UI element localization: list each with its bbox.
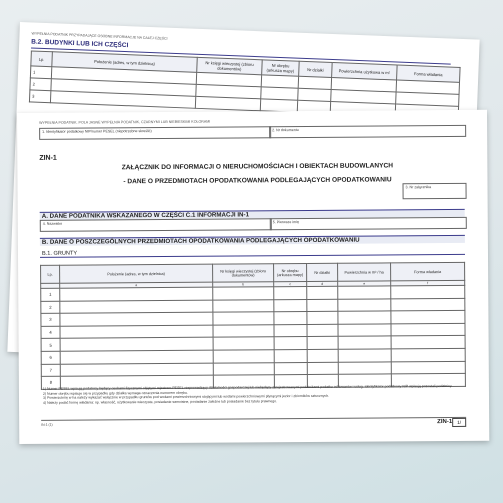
back-row-number: 2: [30, 78, 51, 91]
cell[interactable]: [274, 324, 307, 337]
section-b1-header: B.1. GRUNTY: [40, 247, 465, 258]
surname-field[interactable]: [40, 218, 272, 232]
back-col-location: Położenie (adres, w tym dzielnica): [52, 52, 197, 73]
cell[interactable]: [338, 324, 391, 337]
col-area: Powierzchnia w m² / ha: [338, 263, 391, 281]
row-number: 5: [41, 339, 60, 352]
cell[interactable]: [274, 299, 307, 312]
cell[interactable]: [338, 286, 391, 299]
cell[interactable]: [213, 312, 274, 325]
footnote: 4) Należy podać formę władania: np. własność, użytkowanie wieczyste, posiadanie samoistne, posiadanie zależne lub posiadanie bez tytułu prawnego.: [43, 398, 278, 405]
form-code: ZIN-1: [39, 154, 57, 162]
cell[interactable]: [60, 300, 213, 314]
cell[interactable]: [391, 311, 465, 324]
cell[interactable]: [307, 349, 338, 362]
attachment-number-field[interactable]: [403, 183, 467, 199]
row-number: 3: [41, 313, 60, 326]
letter-cell: d: [307, 281, 338, 286]
cell[interactable]: [307, 286, 338, 299]
cell[interactable]: [307, 362, 338, 375]
back-row-number: 3: [29, 90, 50, 103]
front-form-sheet: [17, 110, 489, 444]
cell[interactable]: [213, 299, 274, 312]
cell[interactable]: [391, 285, 465, 298]
nip-pesel-label: 1. Identyfikator podatkowy NIP/numer PESEL (niepotrzebne skreślić): [42, 129, 152, 134]
back-cell[interactable]: [195, 96, 260, 110]
back-col-kw: Nr księgi wieczystej (zbioru dokumentów): [197, 57, 263, 74]
cell[interactable]: [274, 349, 307, 362]
section-b-header: B. DANE O POSZCZEGÓLNYCH PRZEDMIOTACH OPODATKOWANIA PODLEGAJĄCYCH OPODATKOWANIU: [40, 235, 465, 246]
first-name-field[interactable]: [270, 217, 467, 230]
footnote: 1) Numer PESEL wpisują podatnicy będący osobami fizycznymi objętymi rejestrem PESEL nieprowadzący działalności gospodarczej lub niebędący zarejestrowanymi podatnikami podatku od towarów i usług. Identyfikator podatkowy NIP wpisują pozostali podatnicy.: [42, 383, 453, 391]
cell[interactable]: [60, 350, 213, 364]
footer-left-text: IN-1 (1): [41, 422, 53, 427]
cell[interactable]: [338, 349, 391, 362]
cell[interactable]: [338, 311, 391, 324]
document-number-field[interactable]: [269, 125, 466, 138]
cell[interactable]: [60, 363, 213, 377]
cell[interactable]: [213, 324, 274, 337]
cell[interactable]: [391, 361, 465, 374]
footnote: 2) Numer obrębu wpisuje się w przypadku gdy działka wymaga oznaczenia numerem obrębu.: [42, 390, 188, 396]
cell[interactable]: [60, 287, 213, 301]
row-number: 8: [41, 376, 60, 389]
col-plot: Nr działki: [307, 263, 338, 281]
footnotes: [41, 384, 466, 405]
col-lp: Lp.: [41, 265, 60, 283]
back-section-title: B.2. BUDYNKI LUB ICH CZĘŚCI: [31, 38, 451, 64]
letter-cell: c: [274, 281, 307, 286]
back-col-lp: Lp.: [31, 51, 53, 67]
letter-cell: e: [338, 281, 391, 286]
cell[interactable]: [391, 298, 465, 311]
row-number: 4: [41, 326, 60, 339]
page-number-box: 1/: [452, 418, 466, 427]
footer-form-code: ZIN-1: [437, 418, 453, 426]
cell[interactable]: [274, 312, 307, 325]
attachment-number-label: 3. Nr załącznika: [405, 185, 432, 190]
back-col-dzialka: Nr działki: [299, 61, 333, 77]
cell[interactable]: [60, 338, 213, 352]
cell[interactable]: [391, 323, 465, 336]
cell[interactable]: [274, 362, 307, 375]
front-header-note: WYPEŁNIA PODATNIK. POLA JASNE WYPEŁNIA PODATNIK, CZARNYMI LUB NIEBIESKIMI KOLORAMI: [39, 119, 211, 125]
surname-label: 4. Nazwisko: [42, 221, 63, 226]
letter-cell: a: [60, 282, 213, 288]
cell[interactable]: [338, 361, 391, 374]
cell[interactable]: [307, 337, 338, 350]
cell[interactable]: [60, 325, 213, 339]
letter-cell: b: [213, 282, 274, 287]
form-title-line2: - DANE O PRZEDMIOTACH OPODATKOWANIA PODLEGAJĄCYCH OPODATKOWANIU: [123, 176, 392, 186]
cell[interactable]: [391, 336, 465, 349]
form-footer: [41, 417, 466, 429]
cell[interactable]: [213, 287, 274, 300]
land-table: [40, 262, 466, 390]
col-ownership: Forma władania: [391, 262, 465, 281]
section-a-header: A. DANE PODATNIKA WSKAZANEGO W CZĘŚCI C.1 INFORMACJI IN-1: [40, 209, 465, 220]
cell[interactable]: [60, 312, 213, 326]
back-col-obreb: Nr obrębu (arkusza mapy): [262, 60, 300, 76]
letter-cell: f: [391, 280, 465, 286]
row-number: 1: [41, 288, 60, 301]
row-number: 6: [41, 351, 60, 364]
col-land-register: Nr księgi wieczystej (zbioru dokumentów): [213, 264, 274, 282]
row-number: 2: [41, 301, 60, 314]
cell[interactable]: [307, 311, 338, 324]
row-number: 7: [41, 364, 60, 377]
footnote: 3) Powierzchnię w ha należy wykazać wyłącznie w przypadku gruntów pod wodami powierzchniowymi stojącymi lub wodami powierzchniowymi płynącymi jezior i zbiorników sztucznych.: [42, 394, 330, 401]
back-col-ownership: Forma władania: [397, 65, 461, 82]
back-row-number: 1: [30, 66, 51, 79]
cell[interactable]: [338, 336, 391, 349]
back-header-note: WYPEŁNIA PODATNIK PRZYPADAJĄCE OSOBNE INFORMACJE NA CAŁEJ CZĘŚCI: [31, 31, 168, 41]
cell[interactable]: [213, 362, 274, 375]
first-name-label: 5. Pierwsze imię: [272, 220, 299, 225]
col-precinct: Nr obrębu (arkusza mapy): [274, 263, 307, 281]
cell[interactable]: [213, 337, 274, 350]
cell[interactable]: [307, 324, 338, 337]
back-col-area: Powierzchnia użytkowa w m²: [332, 63, 398, 80]
form-title-line1: ZAŁĄCZNIK DO INFORMACJI O NIERUCHOMOŚCIACH I OBIEKTACH BUDOWLANYCH: [121, 162, 394, 172]
cell[interactable]: [274, 337, 307, 350]
document-number-label: 2. Nr dokumentu: [272, 128, 299, 133]
cell[interactable]: [391, 348, 465, 361]
cell[interactable]: [338, 298, 391, 311]
nip-pesel-field[interactable]: [39, 126, 271, 140]
cell[interactable]: [274, 286, 307, 299]
cell[interactable]: [213, 350, 274, 363]
cell[interactable]: [307, 299, 338, 312]
col-location: Położenie (adres, w tym dzielnica): [60, 264, 213, 283]
